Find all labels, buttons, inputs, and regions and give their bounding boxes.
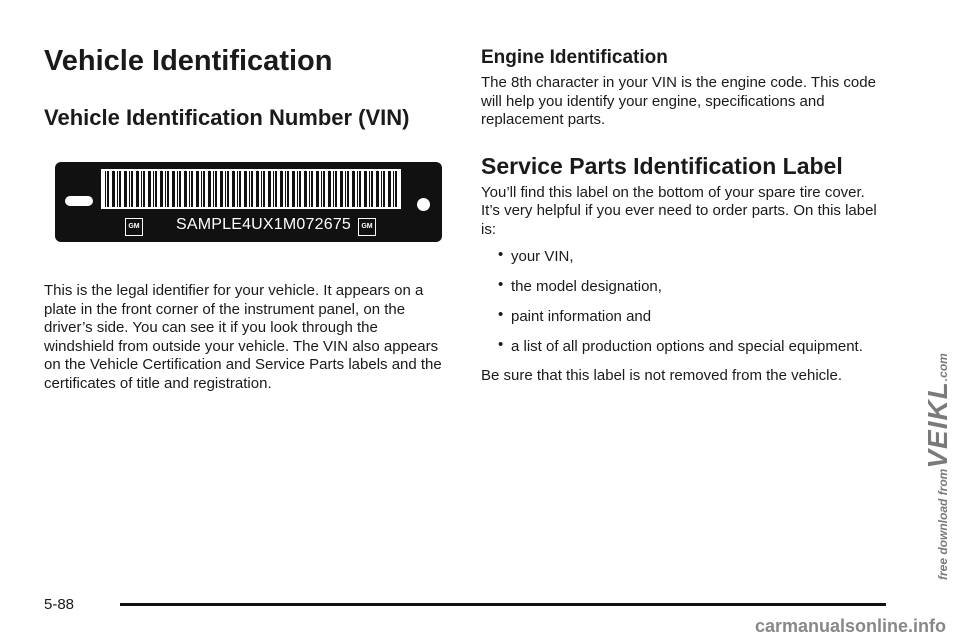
list-item: • paint information and xyxy=(498,306,652,325)
watermark-suffix: .com xyxy=(936,353,950,382)
vin-heading: Vehicle Identification Number (VIN) xyxy=(44,105,410,130)
vin-plate-illustration xyxy=(55,162,442,242)
gm-logo-icon: GM xyxy=(125,218,143,236)
sample-vin: SAMPLE4UX1M072675 xyxy=(175,216,352,233)
barcode xyxy=(101,169,401,209)
closing-text: Be sure that this label is not removed from the vehicle. xyxy=(481,367,843,384)
list-item: • a list of all production options and special equipment. xyxy=(498,336,863,355)
bullet-icon: • xyxy=(498,336,504,353)
watermark xyxy=(922,280,958,580)
watermark-prefix: free download from xyxy=(936,468,950,580)
right-column xyxy=(481,36,881,386)
footer-site-link[interactable]: carmanualsonline.info xyxy=(754,616,946,636)
bullet-icon: • xyxy=(498,276,504,293)
footer-rule xyxy=(120,603,886,606)
engine-text: The 8th character in your VIN is the engine code. This code will help you identify your engine, specifications and replacement parts. xyxy=(481,74,876,128)
bullet-icon: • xyxy=(498,246,504,263)
plate-slot xyxy=(65,196,93,206)
left-column xyxy=(44,36,444,132)
bullet-icon: • xyxy=(498,306,504,323)
vin-description-block xyxy=(44,282,444,393)
service-parts-heading: Service Parts Identification Label xyxy=(481,152,843,179)
vin-description: This is the legal identifier for your vehicle. It appears on a plate in the front corner of the instrument panel, on the driver’s side. You can see it if you look through the windshield from outside your vehicle. The VIN also appears on the Vehicle Certification and Service Parts labels and the certificates of title and registration. xyxy=(44,282,442,392)
page-number: 5-88 xyxy=(44,596,75,613)
engine-heading: Engine Identification xyxy=(481,47,668,68)
watermark-brand: VEIKL xyxy=(922,381,953,469)
service-intro: You’ll find this label on the bottom of your spare tire cover. It’s very helpful if you ever need to order parts. On this label is: xyxy=(481,183,877,238)
gm-logo-icon: GM xyxy=(358,218,376,236)
service-parts-list xyxy=(481,247,881,356)
list-item: • your VIN, xyxy=(498,246,574,265)
page-title: Vehicle Identification xyxy=(44,45,333,77)
list-item: • the model designation, xyxy=(498,276,662,295)
plate-hole xyxy=(417,198,430,211)
